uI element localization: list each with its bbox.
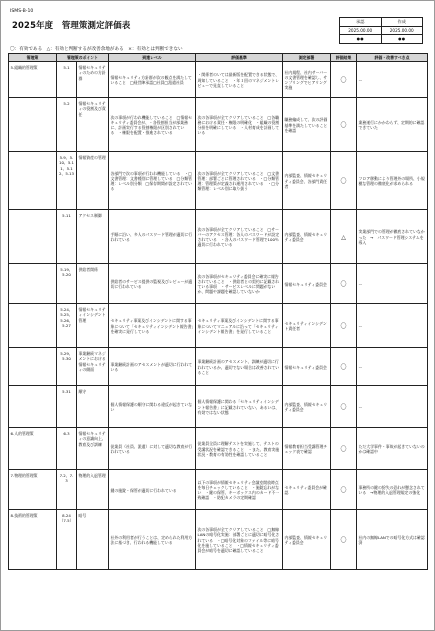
target-level: 社外の利用者が行うことは、定められた利用方法に基づき、行われる機能している [109,510,196,570]
evaluation-criteria: 次の各事項が全てクリアしていること □サーバーのアクセス管理：各人のパスワードが設定されている ・各人のパスワード管理で100％適切に行われている [196,210,283,264]
control-subject: 順守 [77,386,109,428]
approval-stamp-create: ●● [381,35,423,44]
improvement-note: 業務遂行にかかわらず、定期的に確認できていた [357,98,428,152]
control-category [9,304,57,348]
control-subject: 情報資産の管理 [77,152,109,210]
control-subject: 暗号 [77,510,109,570]
measuring-department: 内部監査、情報セキュリティ委員会 [283,510,331,570]
measuring-department: 職務編成して、次の評価基準を満たしていることを確認 [283,98,331,152]
improvement-note: ー [357,264,428,304]
target-level: セキュリティ事案及びインシデントに関する事象について「セキュリティインシデント報告書」を確実に発行している [109,304,196,348]
table-row [9,428,428,470]
evaluation-criteria: 次の各事項がセキュリティ委員会に確実に報告されていること ・供給者との契約に記載されている事項 ・サービスレベルに問題がないか、問題や課題を確認していないか [196,264,283,304]
control-subject: 情報セキュリティの意識向上、教育及び訓練 [77,428,109,470]
evaluation-result: 〇 [331,470,357,510]
table-row [9,152,428,210]
control-clause: 8.24（7.5） [57,510,77,570]
target-level: 事業継続計画のアセスメントが適切に行われている [109,348,196,386]
target-level: 鍵の施錠・保管が適切に行われている [109,470,196,510]
control-category [9,152,57,210]
control-clause: 5.11 [57,210,77,264]
evaluation-result: 〇 [331,348,357,386]
evaluation-result: 〇 [331,62,357,98]
evaluation-result: 〇 [331,510,357,570]
evaluation-result: △ [331,210,357,264]
legend-partially-effective: △：有効と判断するが改善余地がある [46,47,124,52]
legend-not-effective: ×：有効とは判断できない [128,47,183,52]
evaluation-criteria: 以下の事項が情報セキュリティ会議室開放時点を毎日チェックしていること ・施錠忘れがない ・鍵の保管、キーボックス内のカード不一致確認 ・防犯カメラの定期確認 [196,470,283,510]
column-header-target-level: 到達レベル [109,54,196,62]
improvement-note: ー [357,386,428,428]
evaluation-criteria: 個人情報保護に関わる「セキュリティインシデント報告書」に記載されていない、あるいは、有効ではない状態 [196,386,283,428]
measuring-department: 情報セキュリティ委員会 [283,264,331,304]
table-row [9,62,428,98]
control-clause: 6.3 [57,428,77,470]
control-subject: 情報セキュリティのための方針群 [77,62,109,98]
improvement-note: 社内の無線LANでの暗号化方式は確認済 [357,510,428,570]
table-header-row [9,54,428,62]
table-row [9,98,428,152]
evaluation-criteria: 従業員全員に理解テストを実施して、テストの受講状況を確認できること ・また、教育実施状況・教育の有効性を確認していること [196,428,283,470]
table-row [9,304,428,348]
improvement-note: 事務所の鍵の紛失の恐れが懸念されている →物理的入退管理規定の強化 [357,470,428,510]
improvement-note: 実業部門での管理が徹底されていなかった → パスワード管理システムを導入 [357,210,428,264]
approval-stamp-table [339,17,423,44]
evaluation-criteria: 次の各事項が全てクリアしていること □無線LANの暗号化実施：部署ごとに適切に暗号化されている ・□暗号化対象のファイル等に暗号化を施していること ・□情報セキュリティ委員会が暗号を適切に確認していること [196,510,283,570]
control-category: 8.技術的管理策 [9,510,57,570]
improvement-note: ー [357,348,428,386]
target-level: 供給者のサービス提供の監視及びレビューが適切に行われている [109,264,196,304]
table-row [9,348,428,386]
column-header-improvement: 評価・改善すべき点 [357,54,428,62]
improvement-note: ー [357,304,428,348]
control-clause: 5.2 [57,98,77,152]
control-subject: アクセス制御 [77,210,109,264]
table-row [9,386,428,428]
improvement-note: ただ大学事件・事故が起きていないのかは確認中 [357,428,428,470]
control-subject: 物理的入退管理 [77,470,109,510]
evaluation-result: 〇 [331,428,357,470]
evaluation-result: 〇 [331,264,357,304]
column-header-result: 評価結果 [331,54,357,62]
control-clause: 5.29、5.30 [57,348,77,386]
evaluation-result: 〇 [331,386,357,428]
improvement-note: フロア移動により管理外の場所、小規模な管理の徹底化が求められる [357,152,428,210]
approval-date-create: 2025.00.00 [381,26,423,35]
rating-legend [10,46,186,52]
table-row [9,264,428,304]
column-header-control: 管理策 [9,54,57,62]
evaluation-criteria: セキュリティ事案及びインシデントに関する事象についてマニュアルに沿って「セキュリティインシデント報告書」を発行していること [196,304,283,348]
document-code: ISMS-B-10 [10,9,34,14]
control-clause: 5.1 [57,62,77,98]
control-category [9,386,57,428]
control-subject: 事業継続マネジメントにおける情報セキュリティの側面 [77,348,109,386]
target-level: 次の事項が行われ機能していること □情報セキュリティ委員会が、・各役割担当が部業務に、計画実行する役割権限が区別されている ・権限を配置・推進されている [109,98,196,152]
evaluation-table-body [9,62,428,570]
measuring-department: 内部監査、情報セキュリティ委員会 [283,386,331,428]
control-subject: 情報セキュリティインシデント管理 [77,304,109,348]
target-level: 従業員（社員、派遣）に対して適切な教育が行われている [109,428,196,470]
column-header-control-point: 管理策のポイント [57,54,109,62]
target-level: 手順に沿い、多人のパスワード管理が適切に行われている [109,210,196,264]
control-category [9,210,57,264]
measuring-department: 内部監査、情報セキュリティ委員会 [283,210,331,264]
measuring-department: 社内規程、社内サーバーの文書管理を確認し、サンプリングでヒアリング実施 [283,62,331,98]
control-category: 6.人的管理策 [9,428,57,470]
approval-header-create: 作成 [381,18,423,27]
measuring-department: 情報セキュリティ委員会 [283,348,331,386]
control-clause: 7.2、7.3 [57,470,77,510]
evaluation-criteria: 次の各事項が全てクリアしていること □文書管理：部署ごとに管理されている ・□分類管理：管理策が定義され運用されている ・□分類管理：レベル別に取り扱う [196,152,283,210]
legend-effective: 〇：有効である [10,47,43,52]
approval-date-approve: 2025.00.00 [340,26,382,35]
column-header-criteria: 評価基準 [196,54,283,62]
control-clause: 5.24、5.25、5.26、5.27 [57,304,77,348]
evaluation-result: 〇 [331,304,357,348]
control-clause: 5.19、5.20 [57,264,77,304]
control-category: 5.組織的管理策 [9,62,57,98]
table-row [9,510,428,570]
target-level: 情報セキュリティ方針群が次の観点を満たしていること □経営陣承認□社員□派遣社員 [109,62,196,98]
evaluation-criteria: 事業継続計画のアセスメント、訓練が適切に行われているか、適切でない場合は改善されていること [196,348,283,386]
target-level: 個人情報保護の順守に関わる違反が起きていない [109,386,196,428]
improvement-note: ー [357,62,428,98]
table-row [9,470,428,510]
measuring-department: セキュリティインシデント責任者 [283,304,331,348]
table-row [9,210,428,264]
control-category [9,264,57,304]
control-category: 7.物理的管理策 [9,470,57,510]
evaluation-result: 〇 [331,152,357,210]
evaluation-result: 〇 [331,98,357,152]
evaluation-criteria: 次の各事項が全てクリアしていること □各職務における責任・権限の明確化 ・組織の役割分担を明確にしている ・人材育成を計画している [196,98,283,152]
control-clause: 5.9、5.10、5.11、5.12、5.13 [57,152,77,210]
control-category [9,98,57,152]
control-subject: 情報セキュリティの役割及び責任 [77,98,109,152]
document-title: 2025年度 管理策測定評価表 [12,20,131,30]
control-subject: 供給者関係 [77,264,109,304]
approval-header-approve: 承認 [340,18,382,27]
control-clause: 5.31 [57,386,77,428]
column-header-department: 測定部署 [283,54,331,62]
control-category [9,348,57,386]
approval-stamp-approve: ●● [340,35,382,44]
measuring-department: 情報教育担当受講管理チェック表で確認 [283,428,331,470]
target-level: 各部門で次の事項が行われ機能している ・□文書管理：文書種別に管理している □分類管理：レベル別分類 □保存期間が設定されている [109,152,196,210]
measuring-department: セキュリティ委員会が確認 [283,470,331,510]
evaluation-criteria: ・関係者のいては最新版を配置できる状態で、周知していること ・年１回のマネジメントレビューで見直していること [196,62,283,98]
evaluation-table [8,53,428,570]
measuring-department: 内部監査、情報セキュリティ委員会、各部門責任者 [283,152,331,210]
